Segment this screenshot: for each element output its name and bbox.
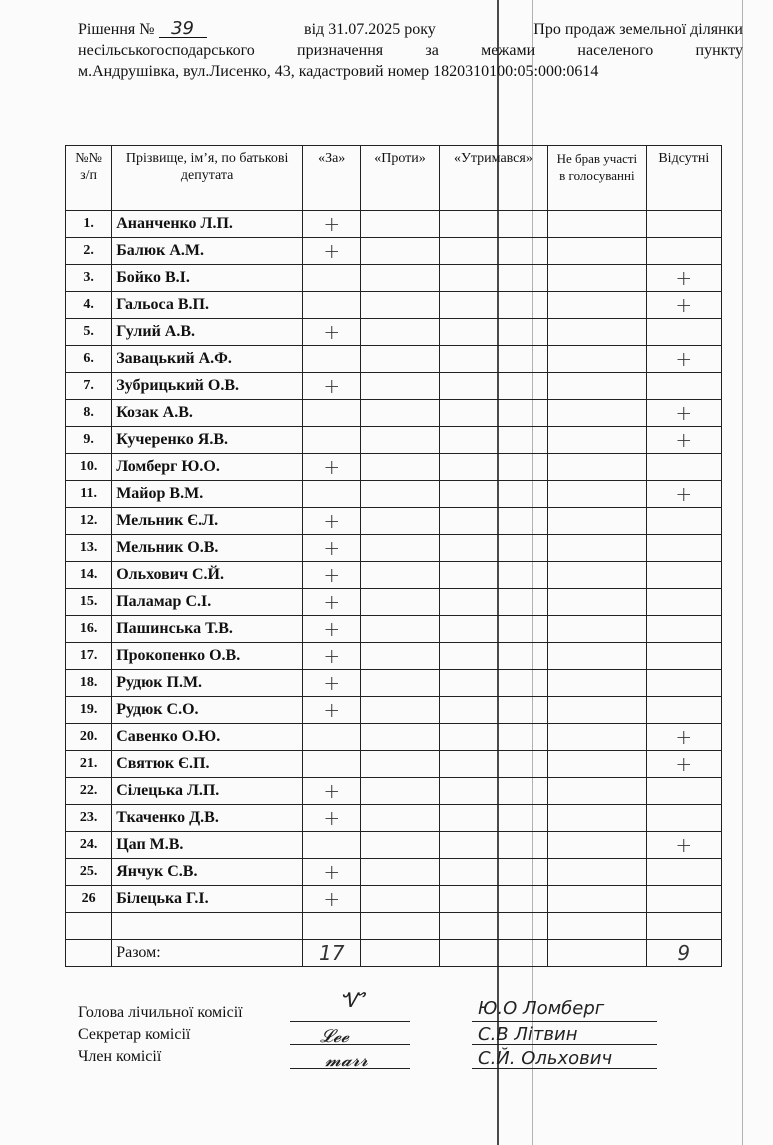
deputy-name: Пашинська Т.В.	[112, 616, 303, 643]
vote-for-mark	[303, 292, 361, 319]
decision-heading	[78, 19, 743, 82]
table-row	[66, 778, 722, 805]
not-voted-mark	[548, 751, 646, 778]
row-number: 23.	[66, 805, 112, 832]
vote-for-mark: +	[303, 805, 361, 832]
deputy-name: Сілецька Л.П.	[112, 778, 303, 805]
header-against: «Проти»	[361, 146, 439, 211]
vote-abstained-mark	[439, 616, 547, 643]
row-number: 10.	[66, 454, 112, 481]
signature-line	[472, 1021, 657, 1022]
vote-against-mark	[361, 724, 439, 751]
table-row-total	[66, 940, 722, 967]
vote-abstained-mark	[439, 373, 547, 400]
absent-mark	[646, 562, 721, 589]
vote-for-mark	[303, 751, 361, 778]
vote-against-mark	[361, 238, 439, 265]
deputy-name: Гулий А.В.	[112, 319, 303, 346]
vote-abstained-mark	[439, 778, 547, 805]
not-voted-mark	[548, 670, 646, 697]
vote-abstained-mark	[439, 886, 547, 913]
row-number: 1.	[66, 211, 112, 238]
row-number: 12.	[66, 508, 112, 535]
deputy-name: Козак А.В.	[112, 400, 303, 427]
deputy-name: Янчук С.В.	[112, 859, 303, 886]
not-voted-mark	[548, 778, 646, 805]
row-number: 24.	[66, 832, 112, 859]
absent-mark	[646, 670, 721, 697]
deputy-name: Кучеренко Я.В.	[112, 427, 303, 454]
absent-mark: +	[646, 832, 721, 859]
not-voted-mark	[548, 454, 646, 481]
row-number: 18.	[66, 670, 112, 697]
table-row	[66, 886, 722, 913]
table-row	[66, 670, 722, 697]
vote-against-mark	[361, 805, 439, 832]
not-voted-mark	[548, 697, 646, 724]
vote-against-mark	[361, 535, 439, 562]
vote-for-mark: +	[303, 535, 361, 562]
absent-mark: +	[646, 751, 721, 778]
row-number: 11.	[66, 481, 112, 508]
vote-against-mark	[361, 454, 439, 481]
row-number: 16.	[66, 616, 112, 643]
table-row	[66, 319, 722, 346]
deputy-name: Білецька Г.І.	[112, 886, 303, 913]
absent-mark: +	[646, 724, 721, 751]
handwritten-signature: Ꮙ	[340, 988, 364, 1012]
absent-mark	[646, 589, 721, 616]
deputy-name: Цап М.В.	[112, 832, 303, 859]
deputy-name: Рудюк П.М.	[112, 670, 303, 697]
table-row	[66, 427, 722, 454]
absent-mark	[646, 319, 721, 346]
absent-mark	[646, 535, 721, 562]
signature-role: Член комісії	[78, 1048, 162, 1065]
absent-mark: +	[646, 292, 721, 319]
vote-abstained-mark	[439, 211, 547, 238]
row-number: 17.	[66, 643, 112, 670]
vote-for-mark: +	[303, 562, 361, 589]
signature-role: Голова лічильної комісії	[78, 1004, 243, 1021]
vote-abstained-mark	[439, 643, 547, 670]
decision-subject-line3: м.Андрушівка, вул.Лисенко, 43, кадастровий номер 1820310100:05:000:0614	[78, 63, 599, 80]
absent-mark: +	[646, 481, 721, 508]
table-row	[66, 508, 722, 535]
vote-against-mark	[361, 589, 439, 616]
deputy-name: Савенко О.Ю.	[112, 724, 303, 751]
vote-for-mark: +	[303, 859, 361, 886]
not-voted-mark	[548, 643, 646, 670]
header-name: Прізвище, ім’я, по батькові депутата	[112, 146, 303, 211]
row-number: 19.	[66, 697, 112, 724]
vote-against-mark	[361, 751, 439, 778]
deputy-name: Балюк А.М.	[112, 238, 303, 265]
absent-mark	[646, 508, 721, 535]
signature-name: С.В Літвин	[478, 1024, 578, 1045]
scan-artifact	[742, 0, 743, 1145]
vote-abstained-mark	[439, 454, 547, 481]
vote-for-mark: +	[303, 319, 361, 346]
vote-for-mark: +	[303, 886, 361, 913]
absent-mark	[646, 211, 721, 238]
deputy-name: Прокопенко О.В.	[112, 643, 303, 670]
table-row	[66, 373, 722, 400]
vote-against-mark	[361, 616, 439, 643]
table-row	[66, 346, 722, 373]
vote-abstained-mark	[439, 535, 547, 562]
signature-name: С.Й. Ольхович	[478, 1048, 613, 1069]
vote-for-mark	[303, 346, 361, 373]
vote-against-mark	[361, 292, 439, 319]
row-number: 9.	[66, 427, 112, 454]
vote-for-mark: +	[303, 697, 361, 724]
absent-mark	[646, 778, 721, 805]
signature-name: Ю.О Ломберг	[478, 998, 605, 1019]
deputy-name: Ананченко Л.П.	[112, 211, 303, 238]
deputy-name: Гальоса В.П.	[112, 292, 303, 319]
row-number: 3.	[66, 265, 112, 292]
vote-abstained-mark	[439, 400, 547, 427]
vote-for-mark: +	[303, 670, 361, 697]
vote-for-mark	[303, 832, 361, 859]
vote-abstained-mark	[439, 427, 547, 454]
deputy-name: Паламар С.І.	[112, 589, 303, 616]
table-row	[66, 535, 722, 562]
row-number: 13.	[66, 535, 112, 562]
deputy-name: Бойко В.І.	[112, 265, 303, 292]
voting-table	[65, 145, 722, 967]
vote-for-mark: +	[303, 508, 361, 535]
table-row	[66, 481, 722, 508]
deputy-name: Мельник О.В.	[112, 535, 303, 562]
deputy-name: Майор В.М.	[112, 481, 303, 508]
vote-abstained-mark	[439, 481, 547, 508]
deputy-name: Зубрицький О.В.	[112, 373, 303, 400]
signature-line	[290, 1021, 410, 1022]
not-voted-mark	[548, 373, 646, 400]
absent-mark	[646, 859, 721, 886]
not-voted-mark	[548, 346, 646, 373]
vote-against-mark	[361, 265, 439, 292]
row-number: 26	[66, 886, 112, 913]
vote-against-mark	[361, 508, 439, 535]
vote-abstained-mark	[439, 724, 547, 751]
absent-mark	[646, 373, 721, 400]
row-number: 6.	[66, 346, 112, 373]
row-number: 22.	[66, 778, 112, 805]
table-row	[66, 562, 722, 589]
handwritten-signature: 𝓛𝓮𝓮	[320, 1026, 349, 1047]
vote-for-mark: +	[303, 616, 361, 643]
table-row	[66, 292, 722, 319]
vote-against-mark	[361, 481, 439, 508]
not-voted-mark	[548, 238, 646, 265]
vote-abstained-mark	[439, 589, 547, 616]
deputy-name: Рудюк С.О.	[112, 697, 303, 724]
decision-label: Рішення №	[78, 21, 155, 38]
not-voted-mark	[548, 211, 646, 238]
vote-abstained-mark	[439, 670, 547, 697]
signature-line	[290, 1044, 410, 1045]
vote-abstained-mark	[439, 265, 547, 292]
vote-against-mark	[361, 319, 439, 346]
not-voted-mark	[548, 481, 646, 508]
header-not-voted: Не брав участі в голосуванні	[548, 146, 646, 211]
deputy-name: Ломберг Ю.О.	[112, 454, 303, 481]
absent-mark: +	[646, 346, 721, 373]
total-label: Разом:	[112, 940, 303, 967]
header-abstained: «Утримався»	[439, 146, 547, 211]
vote-against-mark	[361, 211, 439, 238]
vote-abstained-mark	[439, 859, 547, 886]
row-number: 8.	[66, 400, 112, 427]
not-voted-mark	[548, 724, 646, 751]
vote-abstained-mark	[439, 832, 547, 859]
vote-for-mark: +	[303, 211, 361, 238]
table-row	[66, 211, 722, 238]
absent-mark: +	[646, 265, 721, 292]
absent-mark	[646, 697, 721, 724]
deputy-name: Завацький А.Ф.	[112, 346, 303, 373]
row-number: 4.	[66, 292, 112, 319]
absent-mark	[646, 454, 721, 481]
deputy-name: Святюк Є.П.	[112, 751, 303, 778]
vote-for-mark	[303, 427, 361, 454]
row-number: 5.	[66, 319, 112, 346]
deputy-name: Ольхович С.Й.	[112, 562, 303, 589]
vote-against-mark	[361, 832, 439, 859]
absent-mark: +	[646, 427, 721, 454]
row-number: 21.	[66, 751, 112, 778]
not-voted-mark	[548, 400, 646, 427]
total-for: 17	[303, 940, 361, 967]
row-number: 25.	[66, 859, 112, 886]
vote-against-mark	[361, 373, 439, 400]
vote-against-mark	[361, 886, 439, 913]
table-row	[66, 238, 722, 265]
absent-mark: +	[646, 400, 721, 427]
table-row-blank	[66, 913, 722, 940]
absent-mark	[646, 238, 721, 265]
not-voted-mark	[548, 562, 646, 589]
table-row	[66, 400, 722, 427]
vote-against-mark	[361, 670, 439, 697]
vote-abstained-mark	[439, 697, 547, 724]
vote-against-mark	[361, 400, 439, 427]
vote-abstained-mark	[439, 346, 547, 373]
not-voted-mark	[548, 589, 646, 616]
row-number: 2.	[66, 238, 112, 265]
decision-number: 39	[159, 21, 207, 38]
absent-mark	[646, 616, 721, 643]
vote-abstained-mark	[439, 319, 547, 346]
vote-against-mark	[361, 346, 439, 373]
table-row	[66, 265, 722, 292]
vote-for-mark: +	[303, 238, 361, 265]
header-number: №№ з/п	[66, 146, 112, 211]
vote-against-mark	[361, 643, 439, 670]
header-for: «За»	[303, 146, 361, 211]
vote-abstained-mark	[439, 238, 547, 265]
vote-abstained-mark	[439, 805, 547, 832]
absent-mark	[646, 886, 721, 913]
decision-subject-line2: несільськогосподарського призначення за межами населеного пункту	[78, 42, 743, 59]
table-row	[66, 589, 722, 616]
table-header-row	[66, 146, 722, 211]
total-absent: 9	[646, 940, 721, 967]
vote-for-mark: +	[303, 643, 361, 670]
decision-subject-start: Про продаж земельної ділянки	[533, 21, 743, 38]
vote-against-mark	[361, 697, 439, 724]
vote-for-mark: +	[303, 778, 361, 805]
vote-abstained-mark	[439, 292, 547, 319]
vote-against-mark	[361, 562, 439, 589]
not-voted-mark	[548, 535, 646, 562]
not-voted-mark	[548, 859, 646, 886]
table-row	[66, 751, 722, 778]
row-number: 14.	[66, 562, 112, 589]
vote-for-mark	[303, 724, 361, 751]
vote-for-mark: +	[303, 373, 361, 400]
signature-block	[78, 1002, 243, 1068]
table-row	[66, 805, 722, 832]
not-voted-mark	[548, 292, 646, 319]
vote-against-mark	[361, 427, 439, 454]
not-voted-mark	[548, 832, 646, 859]
vote-against-mark	[361, 859, 439, 886]
row-number: 20.	[66, 724, 112, 751]
table-row	[66, 697, 722, 724]
not-voted-mark	[548, 319, 646, 346]
vote-abstained-mark	[439, 562, 547, 589]
table-row	[66, 724, 722, 751]
row-number: 7.	[66, 373, 112, 400]
signature-role: Секретар комісії	[78, 1026, 191, 1043]
table-row	[66, 859, 722, 886]
row-number: 15.	[66, 589, 112, 616]
handwritten-signature: 𝓶𝓪𝓻𝓻	[325, 1050, 369, 1071]
header-absent: Відсутні	[646, 146, 721, 211]
not-voted-mark	[548, 265, 646, 292]
not-voted-mark	[548, 508, 646, 535]
absent-mark	[646, 805, 721, 832]
table-row	[66, 643, 722, 670]
table-row	[66, 454, 722, 481]
not-voted-mark	[548, 886, 646, 913]
table-row	[66, 832, 722, 859]
vote-for-mark	[303, 400, 361, 427]
vote-abstained-mark	[439, 508, 547, 535]
deputy-name: Ткаченко Д.В.	[112, 805, 303, 832]
vote-for-mark: +	[303, 589, 361, 616]
not-voted-mark	[548, 616, 646, 643]
not-voted-mark	[548, 805, 646, 832]
vote-for-mark	[303, 481, 361, 508]
vote-for-mark	[303, 265, 361, 292]
vote-abstained-mark	[439, 751, 547, 778]
vote-against-mark	[361, 778, 439, 805]
not-voted-mark	[548, 427, 646, 454]
vote-for-mark: +	[303, 454, 361, 481]
absent-mark	[646, 643, 721, 670]
table-row	[66, 616, 722, 643]
deputy-name: Мельник Є.Л.	[112, 508, 303, 535]
decision-date: від 31.07.2025 року	[304, 21, 436, 38]
